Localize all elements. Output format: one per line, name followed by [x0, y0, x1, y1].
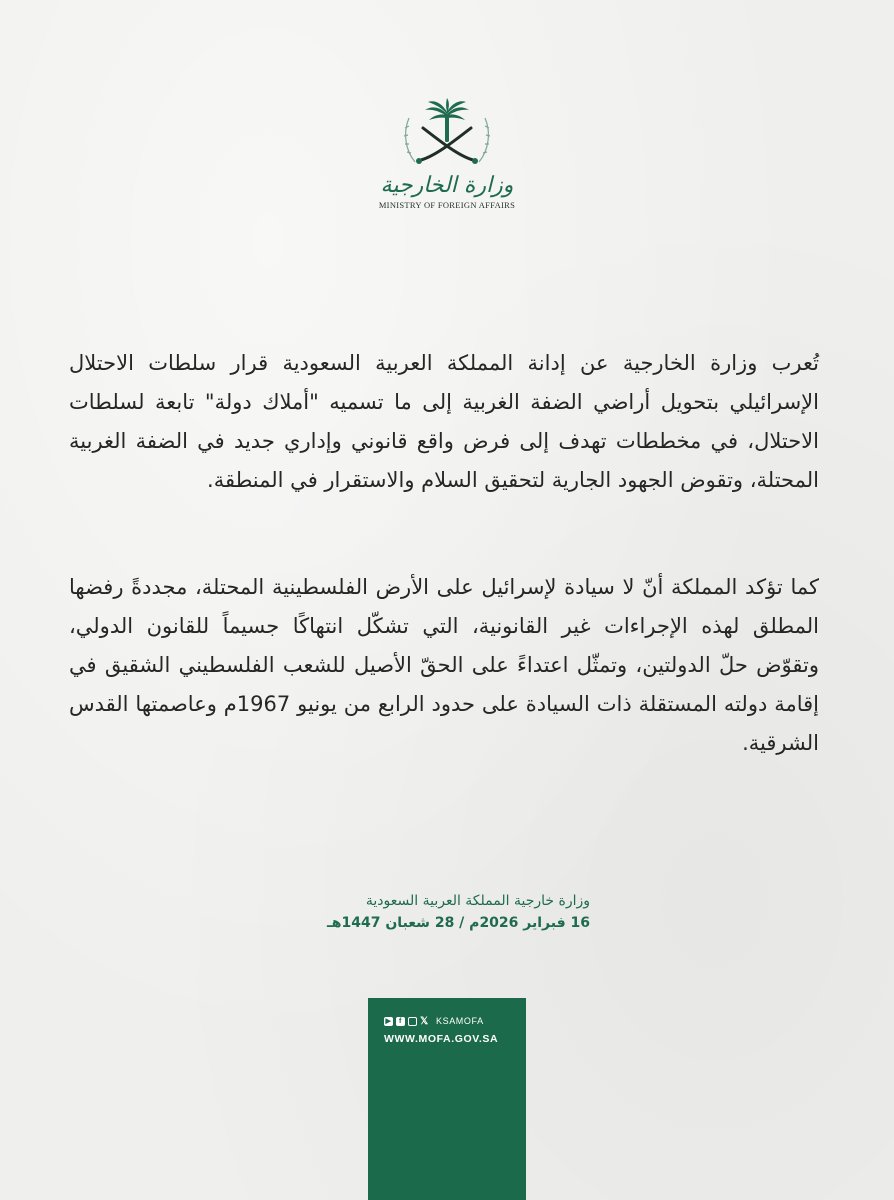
statement-paragraph-1: تُعرب وزارة الخارجية عن إدانة المملكة العربية السعودية قرار سلطات الاحتلال الإسرائيلي بتحويل أراضي الضفة الغربية إلى ما تسميه "أملاك دولة" تابعة لسلطات الاحتلال، في مخططات تهدف إلى فرض واقع قانوني وإداري جديد في الضفة الغربية المحتلة، وتقوض الجهود الجارية لتحقيق السلام والاستقرار في المنطقة. [69, 351, 819, 492]
ministry-name-arabic: وزارة الخارجية [380, 173, 514, 198]
website-link[interactable]: WWW.MOFA.GOV.SA [384, 1033, 499, 1045]
social-row [384, 1016, 484, 1026]
x-icon[interactable]: 𝕏 [420, 1015, 429, 1027]
signature-organization: وزارة خارجية المملكة العربية السعودية [365, 893, 590, 909]
palm-swords-emblem-icon [401, 98, 493, 170]
youtube-icon[interactable]: ▶ [385, 1017, 392, 1025]
instagram-icon[interactable] [408, 1017, 417, 1026]
signature-date: 16 فبراير 2026م / 28 شعبان 1447هـ [327, 915, 590, 931]
social-handle[interactable]: KSAMOFA [436, 1016, 484, 1026]
footer-contact-panel [368, 998, 526, 1200]
signature-block [327, 890, 590, 934]
ministry-logo [377, 98, 517, 220]
statement-paragraph-2: كما تؤكد المملكة أنّ لا سيادة لإسرائيل على الأرض الفلسطينية المحتلة، مجددةً رفضها المطلق لهذه الإجراءات غير القانونية، التي تشكّل انتهاكًا جسيماً للقانون الدولي، وتقوّض حلّ الدولتين، وتمثّل اعتداءً على الحقّ الأصيل للشعب الفلسطيني الشقيق في إقامة دولته المستقلة ذات السيادة على حدود الرابع من يونيو 1967م وعاصمتها القدس الشرقية. [69, 575, 819, 755]
facebook-icon[interactable]: f [396, 1017, 405, 1026]
ministry-name-english: MINISTRY OF FOREIGN AFFAIRS [378, 200, 516, 210]
